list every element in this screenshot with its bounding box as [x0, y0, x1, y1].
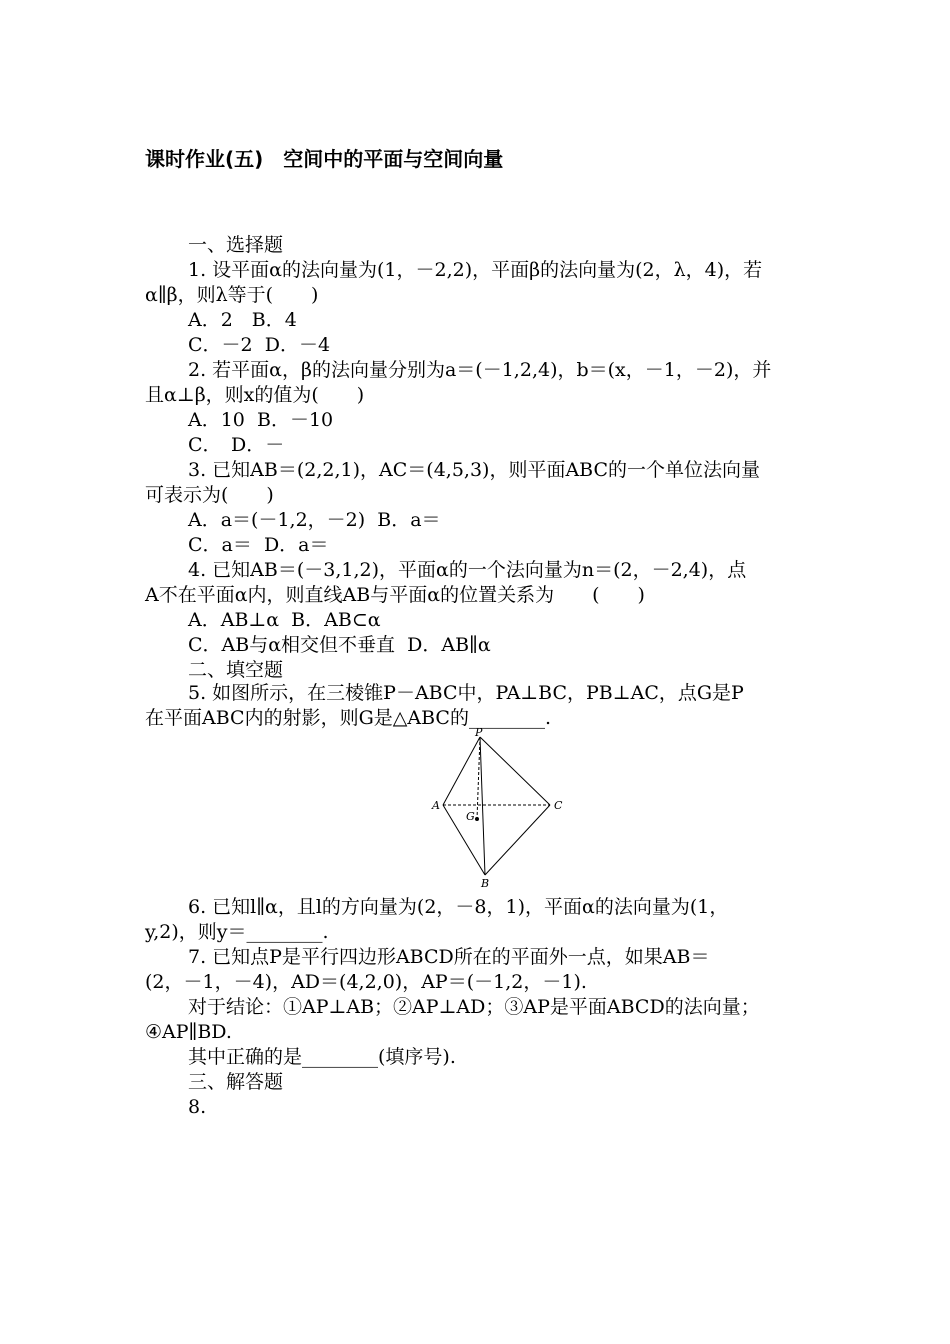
text-line-l9: C． D．－ — [188, 434, 285, 456]
text-line-l21: 6. 已知l∥α，且l的方向量为(2，－8，1)，平面α的法向量为(1， — [188, 896, 729, 918]
point-g — [475, 817, 479, 821]
edge-pc — [480, 737, 550, 805]
edge-pa — [443, 737, 480, 805]
text-line-l8: A．10 B．－10 — [188, 409, 334, 431]
text-line-l27: 其中正确的是________(填序号). — [188, 1046, 456, 1068]
text-line-l22: y,2)，则y＝________. — [145, 921, 329, 943]
text-line-l15: A不在平面α内，则直线AB与平面α的位置关系为 ( ) — [145, 584, 645, 606]
text-line-l1: 一、选择题 — [188, 234, 284, 256]
text-line-l17: C．AB与α相交但不垂直 D．AB∥α — [188, 634, 491, 656]
text-line-l14: 4. 已知AB＝(－3,1,2)，平面α的一个法向量为n＝(2，－2,4)，点 — [188, 559, 747, 581]
page-title: 课时作业(五) 空间中的平面与空间向量 — [145, 147, 504, 171]
text-line-l5: C．－2 D．－4 — [188, 334, 331, 356]
text-line-l26: ④AP∥BD. — [145, 1021, 232, 1043]
text-line-l25: 对于结论：①AP⊥AB；②AP⊥AD；③AP是平面ABCD的法向量； — [188, 996, 760, 1018]
text-line-l4: A．2 B．4 — [188, 309, 297, 331]
text-line-l11: 可表示为( ) — [145, 484, 274, 506]
text-line-l3: α∥β，则λ等于( ) — [145, 284, 319, 306]
text-line-l19: 5. 如图所示，在三棱锥P－ABC中，PA⊥BC，PB⊥AC，点G是P — [188, 682, 744, 704]
label-b: B — [481, 877, 490, 890]
text-line-l10: 3. 已知AB＝(2,2,1)，AC＝(4,5,3)，则平面ABC的一个单位法向量 — [188, 459, 761, 481]
label-a: A — [432, 799, 440, 812]
edge-pg-dashed — [477, 737, 480, 819]
pyramid-figure — [425, 727, 575, 892]
text-line-l2: 1. 设平面α的法向量为(1，－2,2)，平面β的法向量为(2，λ，4)，若 — [188, 259, 763, 281]
text-line-l7: 且α⊥β，则x的值为( ) — [145, 384, 365, 406]
text-line-l6: 2. 若平面α，β的法向量分别为a＝(－1,2,4)，b＝(x，－1，－2)，并 — [188, 359, 772, 381]
text-line-l12: A．a＝(－1,2，－2) B．a＝ — [188, 509, 441, 531]
text-line-l20: 在平面ABC内的射影，则G是△ABC的________. — [145, 707, 551, 729]
text-line-l16: A．AB⊥α B．AB⊂α — [188, 609, 381, 631]
text-line-l23: 7. 已知点P是平行四边形ABCD所在的平面外一点，如果AB＝ — [188, 946, 710, 968]
text-line-l24: (2，－1，－4)，AD＝(4,2,0)，AP＝(－1,2，－1). — [145, 971, 587, 993]
edge-pb — [480, 737, 485, 875]
text-line-l29: 8. — [188, 1096, 207, 1118]
text-line-l18: 二、填空题 — [188, 659, 284, 681]
text-line-l13: C．a＝ D．a＝ — [188, 534, 329, 556]
label-g: G — [466, 810, 475, 823]
text-line-l28: 三、解答题 — [188, 1071, 284, 1093]
edge-ab — [443, 805, 485, 875]
edge-cb — [485, 805, 550, 875]
label-c: C — [554, 799, 563, 812]
label-p: P — [475, 727, 483, 739]
